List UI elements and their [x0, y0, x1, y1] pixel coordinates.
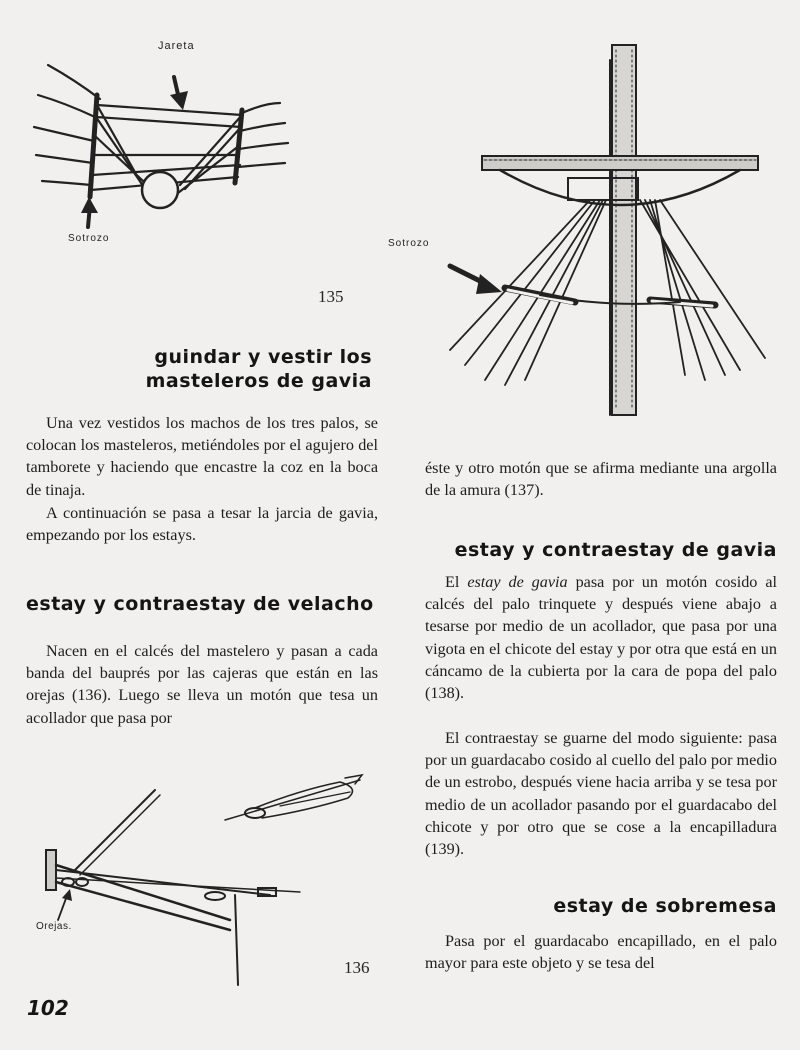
figure-135-label-jareta: Jareta — [158, 40, 195, 52]
section-heading-guindar-line2: masteleros de gavia — [145, 370, 372, 392]
paragraph-gavia-1-rest: pasa por un motón cosido al calcés del palo trinquete y después viene abajo a tesarse por medio de un acollador, que pasa por una vigota en el chicote del estay y por otra que está en un cáncamo de la cubierta por la cara de popa del palo (138). — [425, 573, 777, 703]
page-number: 102 — [27, 996, 69, 1020]
section-heading-guindar-line1: guindar y vestir los — [154, 346, 372, 368]
paragraph-sobremesa-1: Pasa por el guardacabo encapillado, en el palo mayor para este objeto y se tesa del — [425, 932, 777, 973]
paragraph-gavia-2: El contraestay se guarne del modo siguiente: pasa por un guardacabo cosido al cuello del palo por medio de un estrobo, después viene hacia arriba y se tesa por medio de un acollador pasando por el guardacabo del chicote y por otro que se cose a la encapilladura (139). — [425, 729, 777, 859]
paragraph-velacho-1: Nacen en el calcés del mastelero y pasan a cada banda del bauprés por las cajeras que están en las orejas (136). Luego se lleva un motón que tesa un acollador que pasa por — [26, 642, 378, 727]
paragraph-guindar-2: A continuación se pasa a tesar la jarcia de gavia, empezando por los estays. — [26, 504, 378, 545]
figure-135-label-sotrozo: Sotrozo — [68, 233, 110, 244]
paragraph-gavia-1 — [425, 571, 777, 704]
figure-135-lashing-diagram — [30, 55, 300, 230]
mast-figure-label-sotrozo: Sotrozo — [388, 238, 430, 249]
paragraph-guindar-1: Una vez vestidos los machos de los tres palos, se colocan los masteleros, metiéndoles por el agujero del tamborete y haciendo que encastre la coz en la boca de tinaja. — [26, 414, 378, 499]
paragraph-gavia-1-start: El — [445, 573, 468, 591]
figure-136-number: 136 — [344, 958, 370, 977]
mast-top-diagram — [440, 40, 770, 425]
paragraph-velacho-continuation: éste y otro motón que se afirma mediante una argolla de la amura (137). — [425, 459, 777, 500]
term-estay-de-gavia: estay de gavia — [467, 573, 568, 591]
section-heading-velacho: estay y contraestay de velacho — [26, 593, 374, 615]
figure-136-label-orejas: Orejas. — [36, 921, 72, 932]
section-heading-gavia: estay y contraestay de gavia — [454, 539, 777, 561]
section-heading-sobremesa: estay de sobremesa — [553, 895, 777, 917]
figure-135-number: 135 — [318, 287, 344, 306]
figure-136-bowsprit-diagram — [30, 770, 375, 990]
